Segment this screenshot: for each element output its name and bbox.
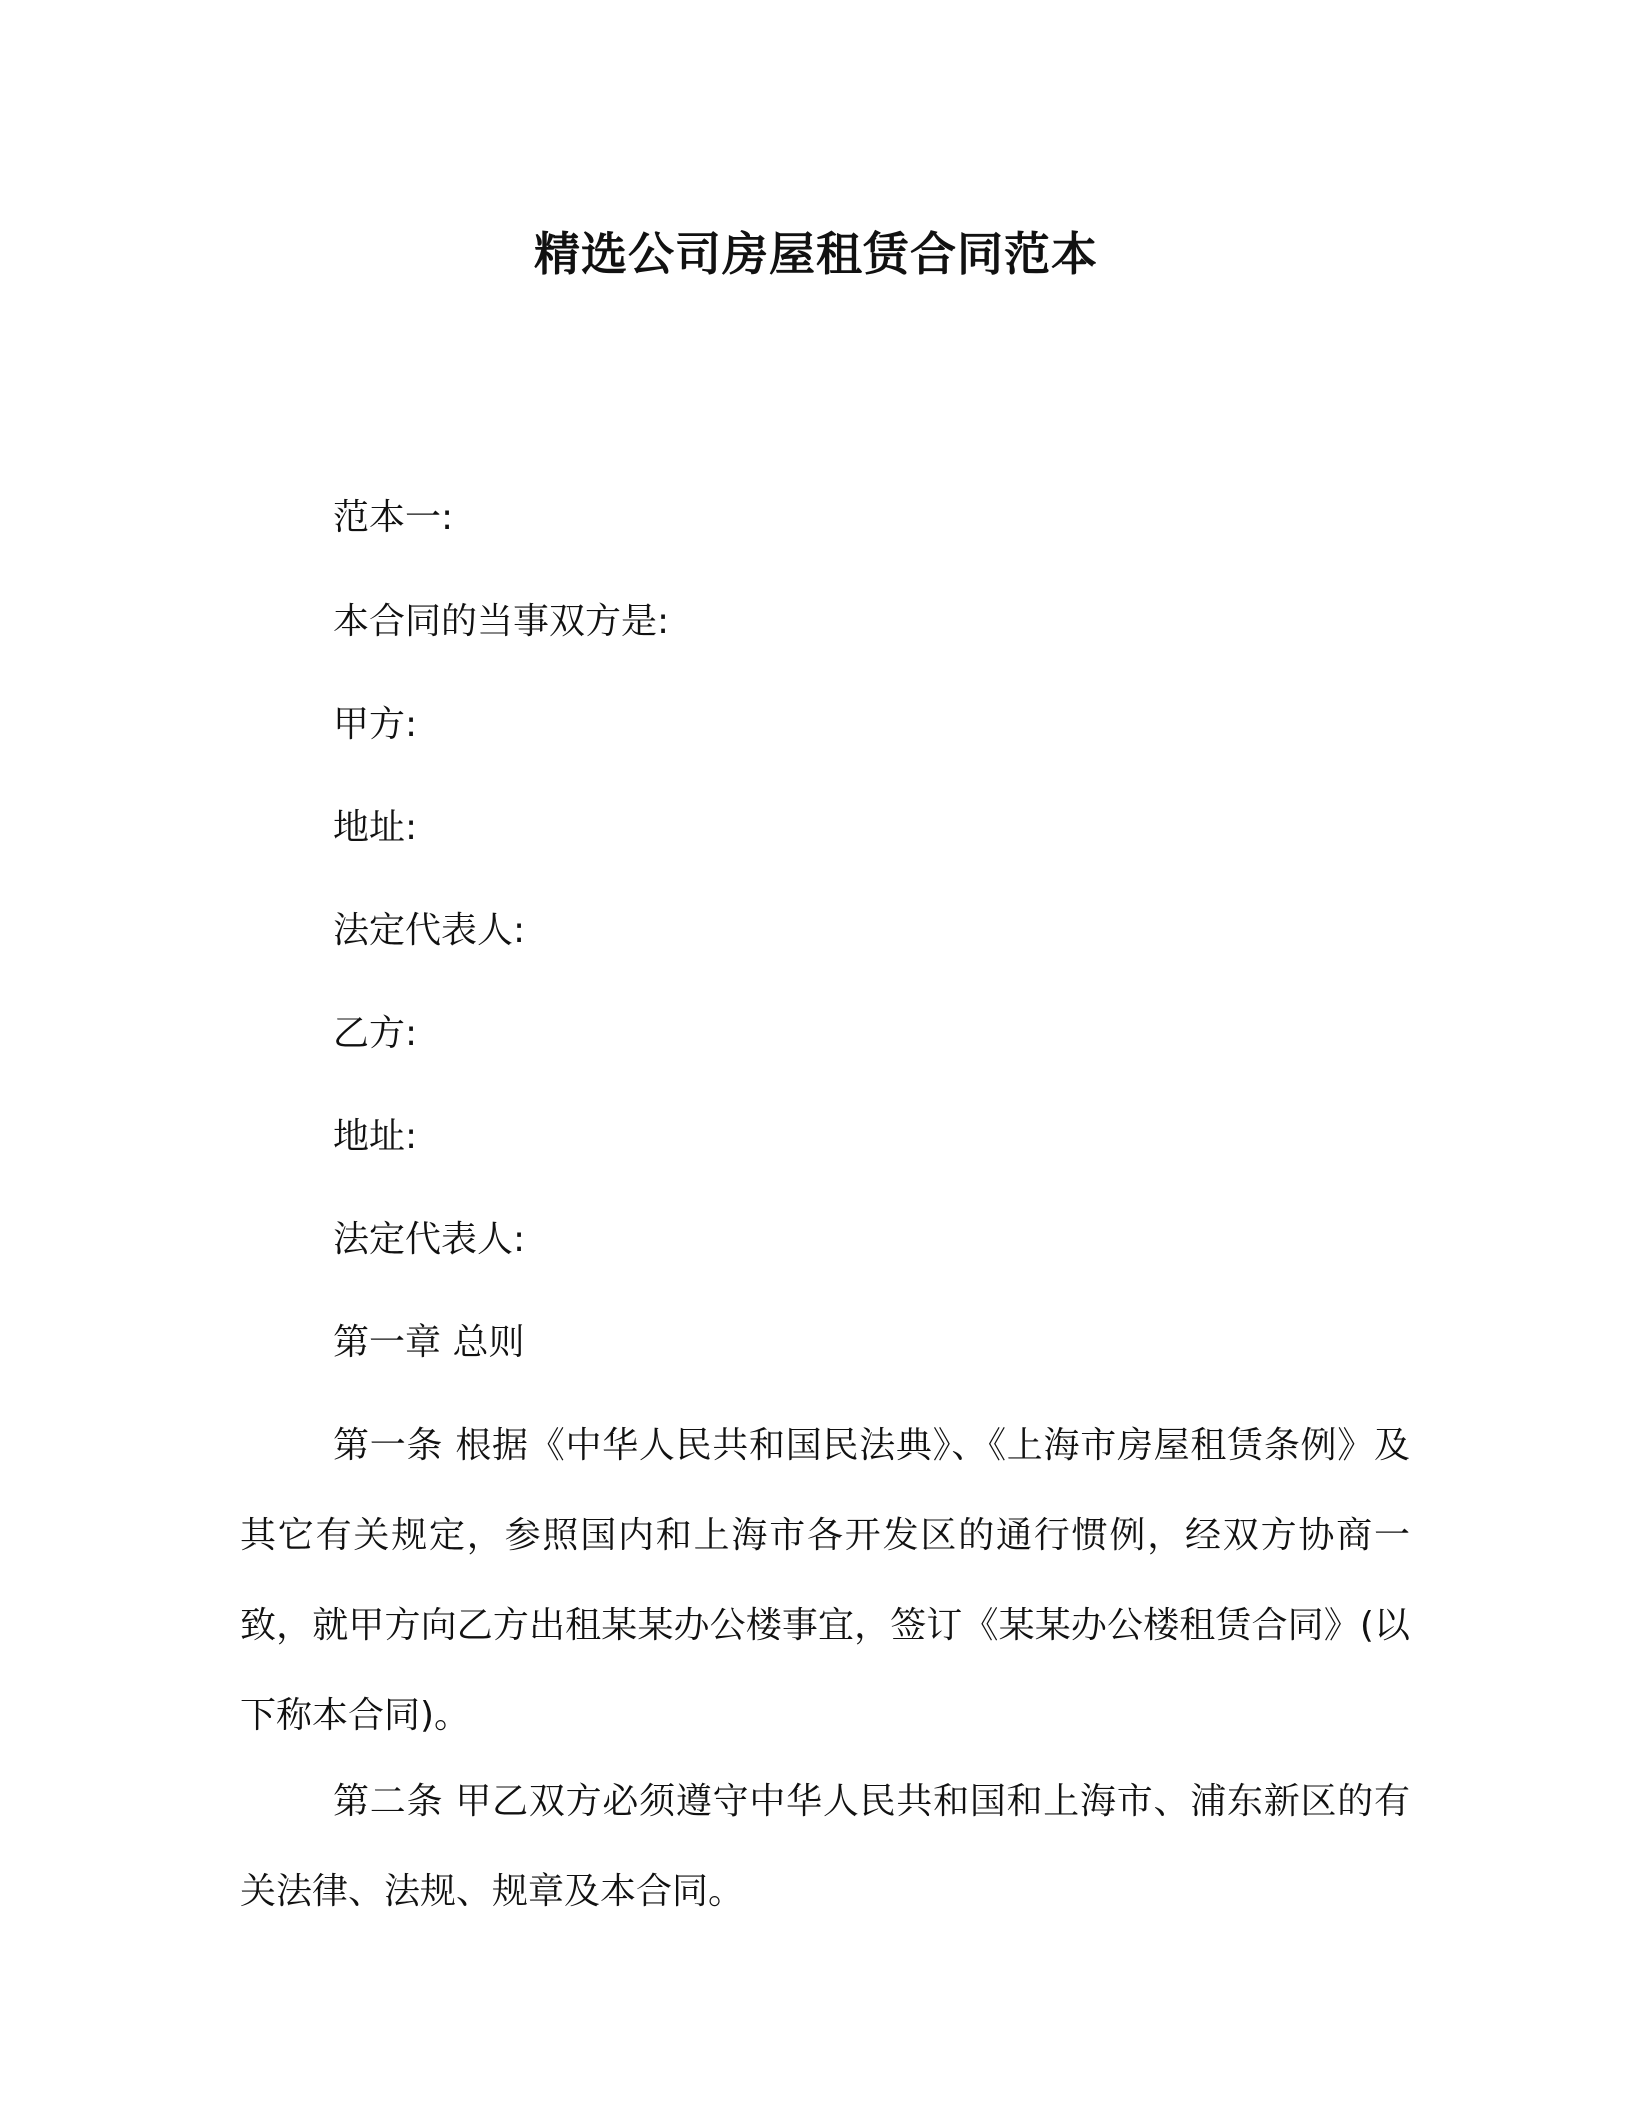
template-label: 范本一: (333, 497, 454, 538)
party-a-representative-label: 法定代表人: (333, 910, 526, 951)
party-a-label: 甲方: (333, 704, 418, 745)
parties-intro: 本合同的当事双方是: (333, 601, 670, 642)
article-2-paragraph: 第二条 甲乙双方必须遵守中华人民共和国和上海市、浦东新区的有关法律、法规、规章及本合同。 (240, 1781, 1410, 1912)
party-a-address-label: 地址: (333, 807, 418, 848)
party-b-address-label: 地址: (333, 1116, 418, 1157)
party-b-representative-label: 法定代表人: (333, 1219, 526, 1260)
chapter-heading: 第一章 总则 (333, 1322, 525, 1363)
party-b-label: 乙方: (333, 1013, 418, 1054)
article-1-paragraph: 第一条 根据《中华人民共和国民法典》、《上海市房屋租赁条例》及其它有关规定，参照国内和上海市各开发区的通行惯例，经双方协商一致，就甲方向乙方出租某某办公楼事宜，签订《某某办公楼租赁合同》(以下称本合同)。 (240, 1425, 1410, 1736)
document-title: 精选公司房屋租赁合同范本 (534, 227, 1098, 281)
